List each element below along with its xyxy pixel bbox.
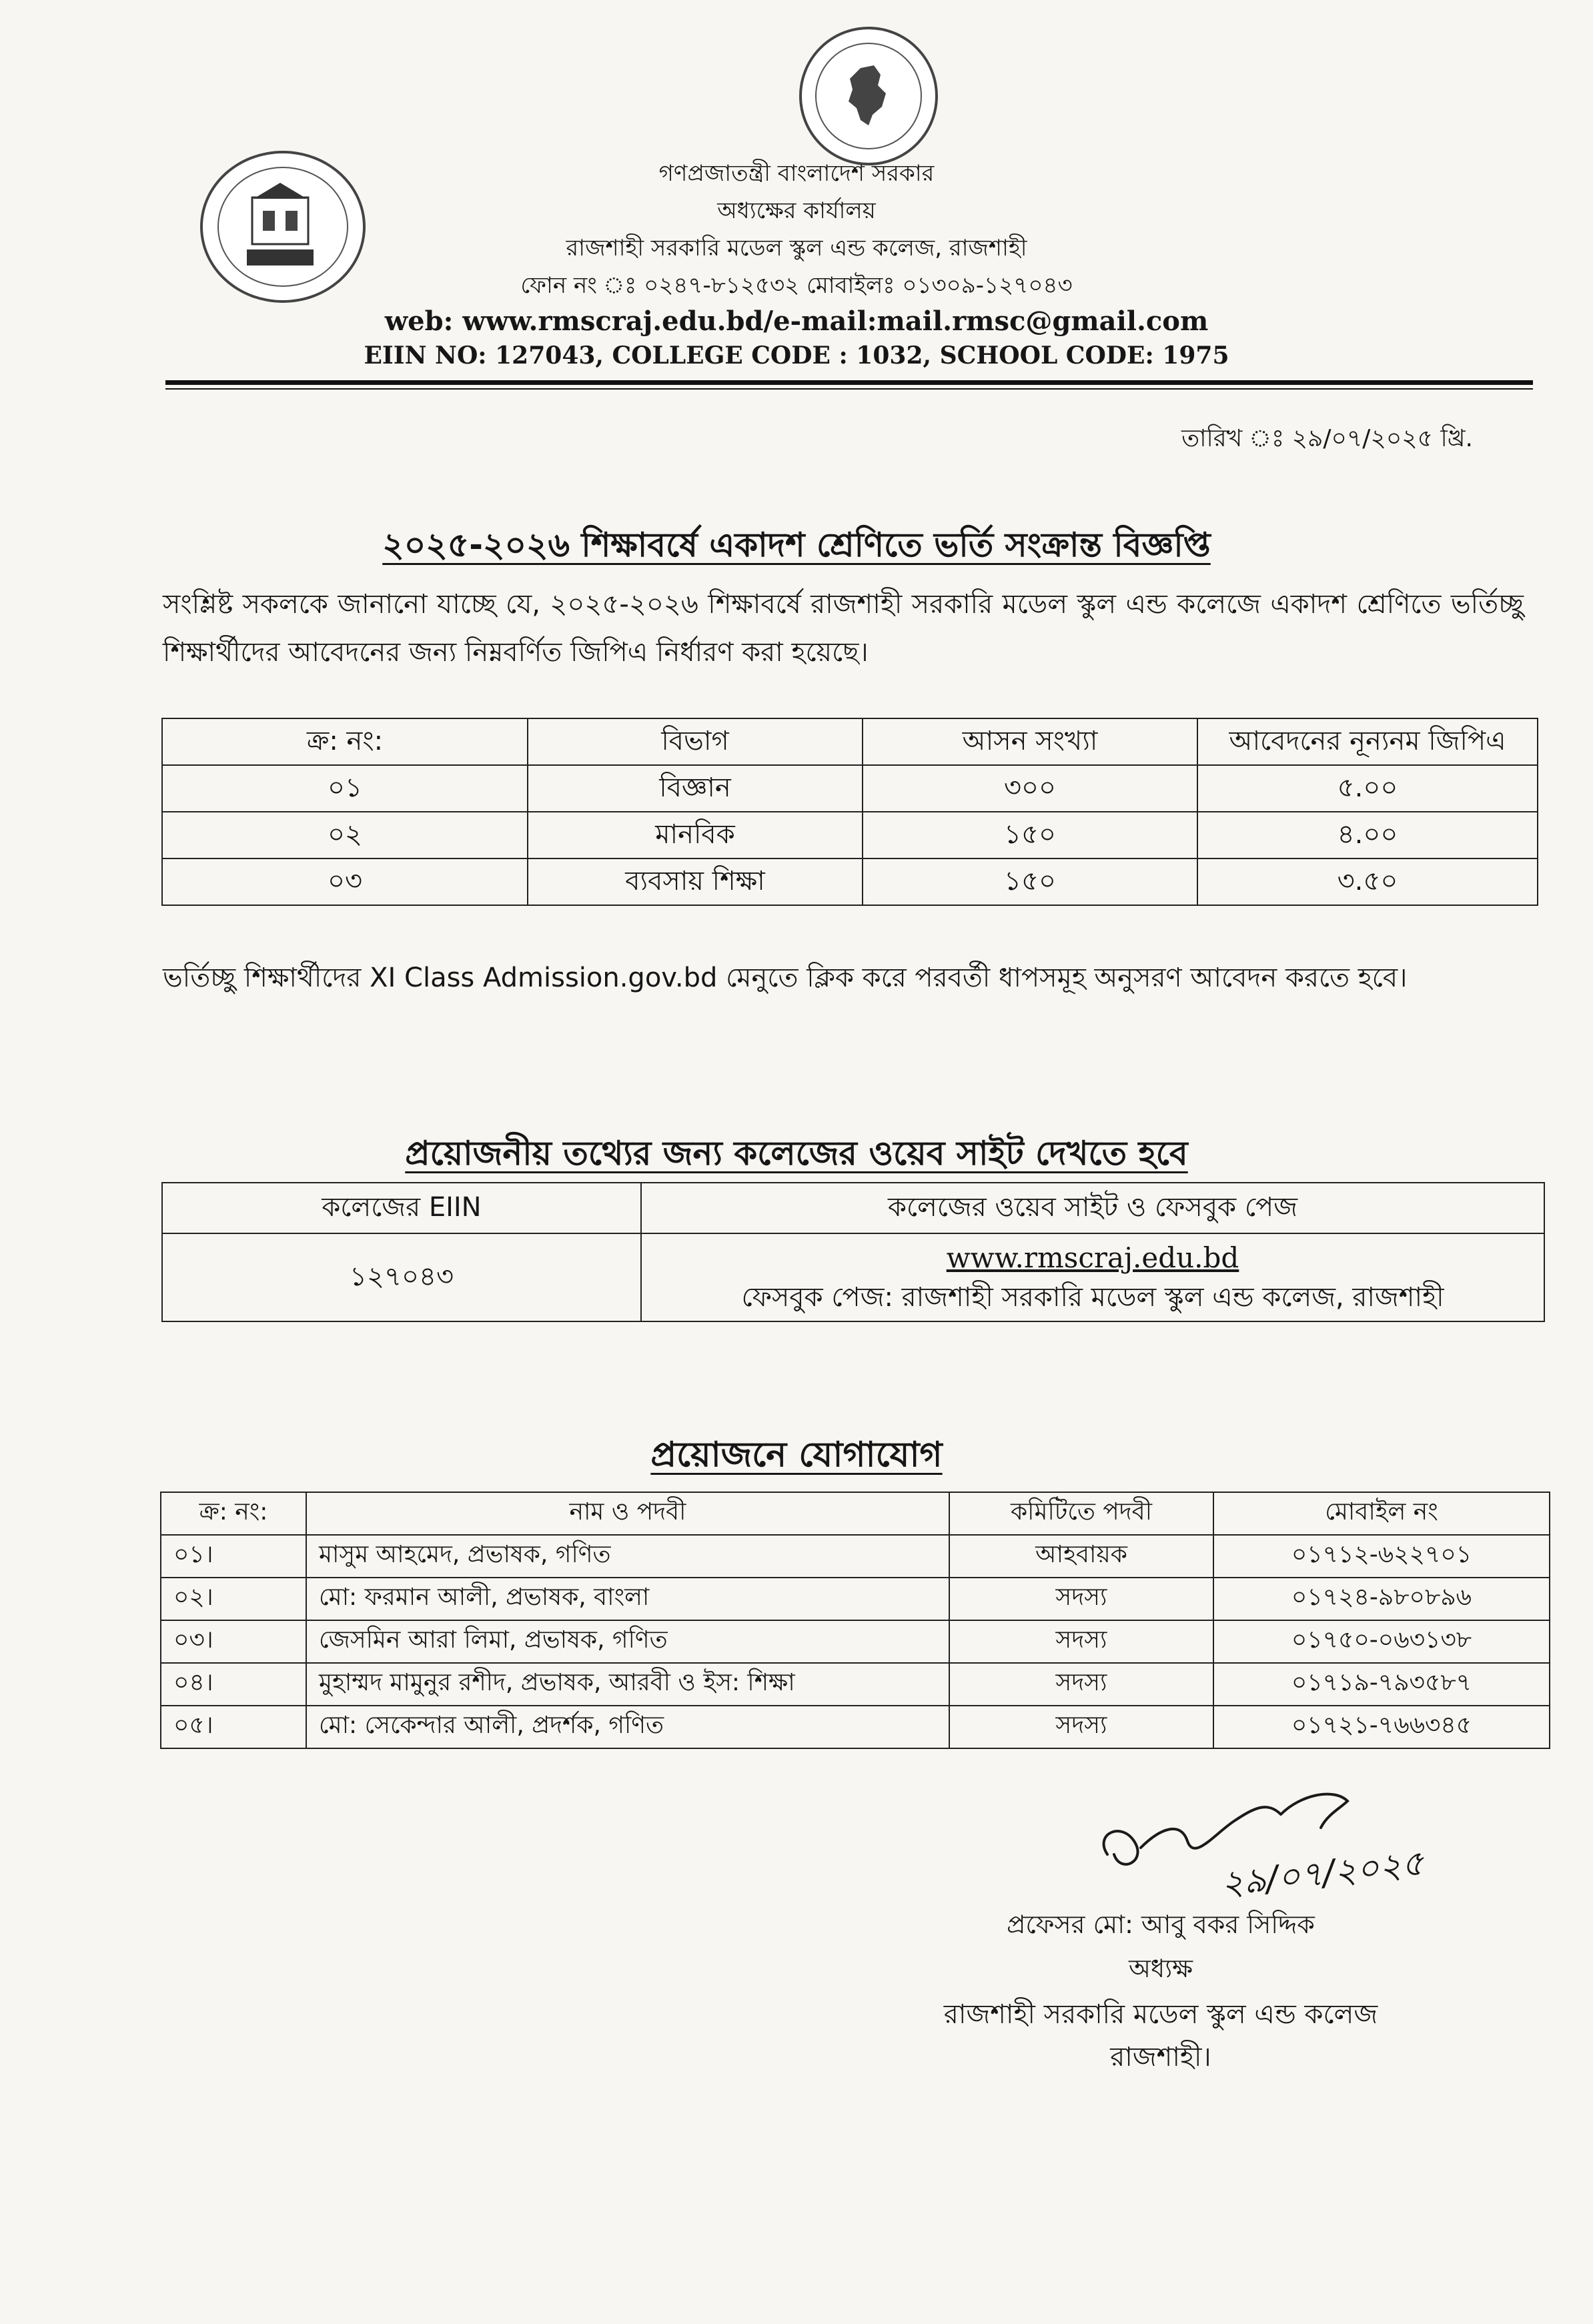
column-header: ক্র: নং: — [162, 718, 528, 765]
table-cell: সদস্য — [949, 1706, 1213, 1748]
header-divider-thick — [165, 380, 1533, 385]
signatory-name: প্রফেসর মো: আবু বকর সিদ্দিক — [1007, 1910, 1315, 1939]
table-cell: ০১৭৫০-০৬৩১৩৮ — [1213, 1620, 1550, 1663]
table-cell: ০৫। — [161, 1706, 306, 1748]
govt-name: গণপ্রজাতন্ত্রী বাংলাদেশ সরকার — [658, 160, 935, 187]
table-cell: সদস্য — [949, 1663, 1213, 1706]
table-cell: ৩.৫০ — [1197, 858, 1538, 905]
table-cell: ০১৭১২-৬২২৭০১ — [1213, 1535, 1550, 1578]
table-cell: ০২ — [162, 812, 528, 858]
table-cell: ১৫০ — [863, 812, 1197, 858]
table-cell: ব্যবসায় শিক্ষা — [528, 858, 863, 905]
contact-phone: ফোন নং ঃ ০২৪৭-৮১২৫৩২ মোবাইলঃ ০১৩০৯-১২৭০৪৩ — [520, 272, 1073, 299]
table-cell: ৩০০ — [863, 765, 1197, 812]
table-cell: ০৪। — [161, 1663, 306, 1706]
column-header: বিভাগ — [528, 718, 863, 765]
column-header: কমিটিতে পদবী — [949, 1492, 1213, 1535]
table-cell: মানবিক — [528, 812, 863, 858]
admission-instruction: ভর্তিচ্ছু শিক্ষার্থীদের XI Class Admission.gov.bd মেনুতে ক্লিক করে পরবর্তী ধাপসমূহ অনুসরণ আবেদন করতে হবে। — [163, 963, 1408, 993]
info-title: প্রয়োজনীয় তথ্যের জন্য কলেজের ওয়েব সাইট দেখতে হবে — [405, 1134, 1188, 1173]
gpa-table — [161, 718, 1538, 906]
table-cell: মো: সেকেন্দার আলী, প্রদর্শক, গণিত — [306, 1706, 949, 1748]
facebook-page: ফেসবুক পেজ: রাজশাহী সরকারি মডেল স্কুল এন্ড কলেজ, রাজশাহী — [741, 1282, 1444, 1313]
institution-codes: EIIN NO: 127043, COLLEGE CODE : 1032, SCHOOL CODE: 1975 — [364, 342, 1229, 370]
table-row — [161, 1706, 1550, 1748]
office-name: অধ্যক্ষের কার্যালয় — [717, 197, 876, 224]
table-header-row — [162, 1183, 1544, 1233]
table-cell: ০১৭২১-৭৬৬৩৪৫ — [1213, 1706, 1550, 1748]
table-cell: সদস্য — [949, 1620, 1213, 1663]
signatory-designation: অধ্যক্ষ — [1128, 1954, 1193, 1983]
table-cell: ০১৭২৪-৯৮০৮৯৬ — [1213, 1578, 1550, 1620]
website-link[interactable]: www.rmscraj.edu.bd — [946, 1241, 1239, 1274]
column-header: কলেজের EIIN — [162, 1183, 641, 1233]
table-cell: মো: ফরমান আলী, প্রভাষক, বাংলা — [306, 1578, 949, 1620]
table-cell — [641, 1233, 1544, 1321]
signatory-city: রাজশাহী। — [1110, 2042, 1211, 2073]
column-header: মোবাইল নং — [1213, 1492, 1550, 1535]
column-header: নাম ও পদবী — [306, 1492, 949, 1535]
column-header: আসন সংখ্যা — [863, 718, 1197, 765]
signatory-institution: রাজশাহী সরকারি মডেল স্কুল এন্ড কলেজ — [943, 1999, 1378, 2030]
table-cell: ০৩। — [161, 1620, 306, 1663]
eiin-value: ১২৭০৪৩ — [162, 1233, 641, 1321]
table-cell: জেসমিন আরা লিমা, প্রভাষক, গণিত — [306, 1620, 949, 1663]
notice-date: তারিখ ঃ ২৯/০৭/২০২৫ খ্রি. — [1181, 425, 1473, 452]
table-row — [162, 812, 1538, 858]
table-cell: ৫.০০ — [1197, 765, 1538, 812]
contact-title: প্রয়োজনে যোগাযোগ — [650, 1435, 943, 1475]
table-row — [161, 1663, 1550, 1706]
table-cell: আহবায়ক — [949, 1535, 1213, 1578]
table-row — [161, 1620, 1550, 1663]
web-email: web: www.rmscraj.edu.bd/e-mail:mail.rmsc@gmail.com — [384, 306, 1209, 337]
header-divider-thin — [165, 388, 1533, 390]
institution-name: রাজশাহী সরকারি মডেল স্কুল এন্ড কলেজ, রাজশাহী — [566, 235, 1027, 261]
table-header-row — [162, 718, 1538, 765]
table-cell: মুহাম্মদ মামুনুর রশীদ, প্রভাষক, আরবী ও ইস: শিক্ষা — [306, 1663, 949, 1706]
bangladesh-map-icon — [799, 27, 933, 160]
signature-date: ২৯/০৭/২০২৫ — [1219, 1843, 1426, 1904]
government-seal — [799, 27, 938, 165]
table-cell: মাসুম আহমেদ, প্রভাষক, গণিত — [306, 1535, 949, 1578]
notice-intro: সংশ্লিষ্ট সকলকে জানানো যাচ্ছে যে, ২০২৫-২০২৬ শিক্ষাবর্ষে রাজশাহী সরকারি মডেল স্কুল এন্ড কলেজে একাদশ শ্রেণিতে ভর্তিচ্ছু শিক্ষার্থীদের আবেদনের জন্য নিম্নবর্ণিত জিপিএ নির্ধারণ করা হয়েছে। — [163, 589, 1524, 668]
table-row — [162, 1233, 1544, 1321]
table-row — [162, 858, 1538, 905]
column-header: ক্র: নং: — [161, 1492, 306, 1535]
table-cell: ০১। — [161, 1535, 306, 1578]
table-cell: সদস্য — [949, 1578, 1213, 1620]
column-header: আবেদনের নূন্যনম জিপিএ — [1197, 718, 1538, 765]
table-cell: ০১৭১৯-৭৯৩৫৮৭ — [1213, 1663, 1550, 1706]
table-header-row — [161, 1492, 1550, 1535]
table-cell: ০৩ — [162, 858, 528, 905]
column-header: কলেজের ওয়েব সাইট ও ফেসবুক পেজ — [641, 1183, 1544, 1233]
table-cell: বিজ্ঞান — [528, 765, 863, 812]
info-table — [161, 1182, 1545, 1322]
contact-table — [160, 1492, 1550, 1749]
table-row — [161, 1535, 1550, 1578]
table-row — [162, 765, 1538, 812]
notice-title: ২০২৫-২০২৬ শিক্ষাবর্ষে একাদশ শ্রেণিতে ভর্তি সংক্রান্ত বিজ্ঞপ্তি — [382, 526, 1211, 564]
table-cell: ০১ — [162, 765, 528, 812]
table-cell: ১৫০ — [863, 858, 1197, 905]
table-cell: ০২। — [161, 1578, 306, 1620]
table-row — [161, 1578, 1550, 1620]
table-cell: ৪.০০ — [1197, 812, 1538, 858]
